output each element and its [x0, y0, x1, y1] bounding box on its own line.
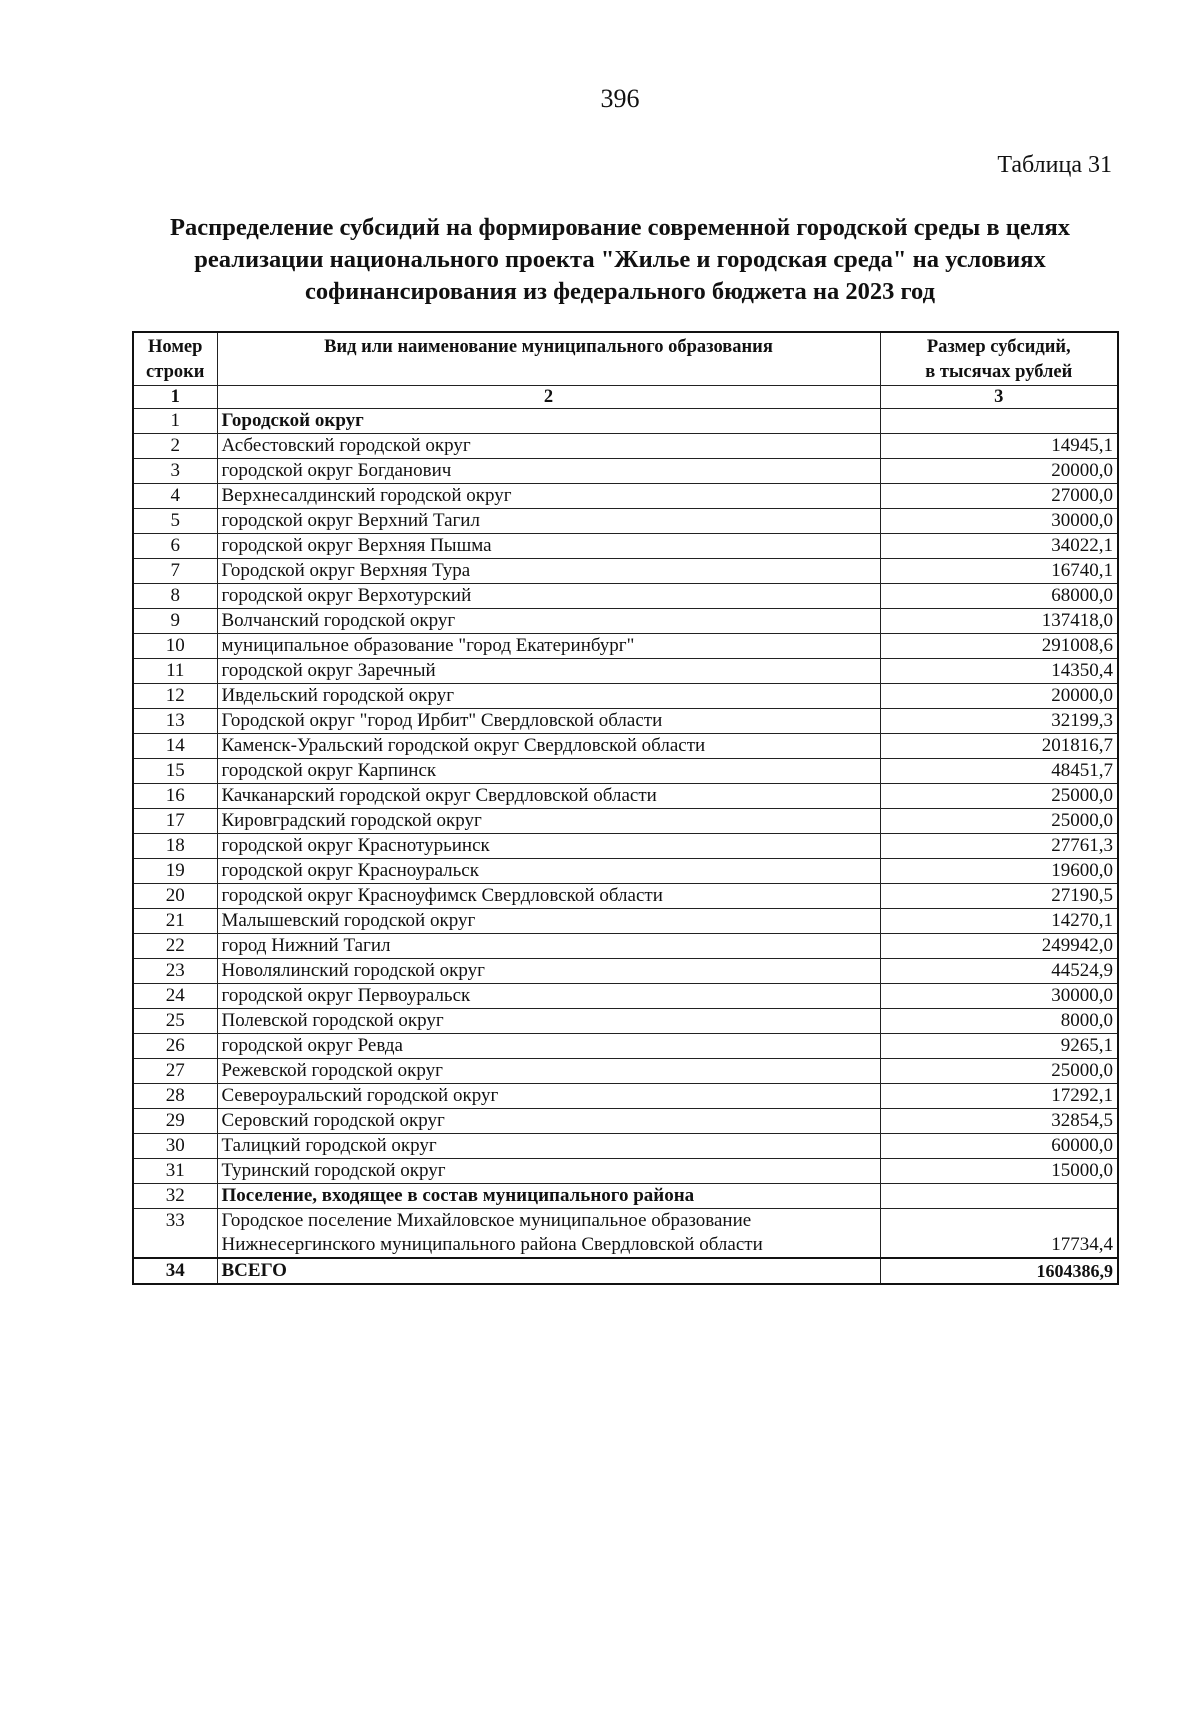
municipality-name: Серовский городской округ: [217, 1109, 880, 1134]
subsidy-amount: 32854,5: [880, 1109, 1118, 1134]
table-row: [133, 859, 1118, 884]
row-number: 1: [133, 409, 217, 434]
row-number: 3: [133, 459, 217, 484]
subsidy-amount: 25000,0: [880, 784, 1118, 809]
municipality-name: городской округ Верхотурский: [217, 584, 880, 609]
municipality-name: городской округ Ревда: [217, 1034, 880, 1059]
subsidy-amount: 30000,0: [880, 984, 1118, 1009]
subsidy-amount: 15000,0: [880, 1159, 1118, 1184]
row-number: 34: [133, 1258, 217, 1284]
row-number: 29: [133, 1109, 217, 1134]
table-row: [133, 934, 1118, 959]
subsidy-amount: 27761,3: [880, 834, 1118, 859]
municipality-name: городской округ Краснотурьинск: [217, 834, 880, 859]
municipality-name: город Нижний Тагил: [217, 934, 880, 959]
column-index: 2: [217, 386, 880, 409]
table-row: [133, 809, 1118, 834]
row-number: 17: [133, 809, 217, 834]
subsidy-amount: 14270,1: [880, 909, 1118, 934]
municipality-name: Североуральский городской округ: [217, 1084, 880, 1109]
table-row: [133, 734, 1118, 759]
municipality-name: Качканарский городской округ Свердловской области: [217, 784, 880, 809]
subsidy-amount: 249942,0: [880, 934, 1118, 959]
row-number: 30: [133, 1134, 217, 1159]
header-row-number: [133, 332, 217, 386]
section-row: [133, 409, 1118, 434]
table-row: [133, 659, 1118, 684]
row-number: 4: [133, 484, 217, 509]
table-row: [133, 984, 1118, 1009]
subsidy-amount: 17292,1: [880, 1084, 1118, 1109]
municipality-name: Городской округ "город Ирбит" Свердловской области: [217, 709, 880, 734]
subsidy-amount: 1604386,9: [880, 1258, 1118, 1284]
municipality-name-line: Городское поселение Михайловское муниципальное образование: [221, 1210, 752, 1231]
table-row: [133, 884, 1118, 909]
table-row: [133, 709, 1118, 734]
municipality-name: городской округ Первоуральск: [217, 984, 880, 1009]
subsidy-amount: 9265,1: [880, 1034, 1118, 1059]
municipality-name: Ивдельский городской округ: [217, 684, 880, 709]
subsidy-amount: [880, 1184, 1118, 1209]
subsidy-amount: 60000,0: [880, 1134, 1118, 1159]
table-row: [133, 459, 1118, 484]
table-row: [133, 1009, 1118, 1034]
municipality-name: Асбестовский городской округ: [217, 434, 880, 459]
table-row: [133, 1084, 1118, 1109]
row-number: 10: [133, 634, 217, 659]
row-number: 5: [133, 509, 217, 534]
table-row: [133, 784, 1118, 809]
row-number: 11: [133, 659, 217, 684]
municipality-name: Полевской городской округ: [217, 1009, 880, 1034]
subsidy-amount: 44524,9: [880, 959, 1118, 984]
table-row: [133, 1109, 1118, 1134]
row-number: 7: [133, 559, 217, 584]
row-number: 33: [133, 1209, 217, 1259]
table-row: [133, 759, 1118, 784]
table-row: [133, 584, 1118, 609]
row-number: 13: [133, 709, 217, 734]
row-number: 18: [133, 834, 217, 859]
subsidy-amount: 34022,1: [880, 534, 1118, 559]
municipality-name: Кировградский городской округ: [217, 809, 880, 834]
subsidy-amount: 14945,1: [880, 434, 1118, 459]
table-header-row: [133, 332, 1118, 386]
table-row: [133, 834, 1118, 859]
table-row: [133, 1209, 1118, 1259]
subsidy-amount: 27190,5: [880, 884, 1118, 909]
column-index: 3: [880, 386, 1118, 409]
municipality-name-line: Нижнесергинского муниципального района Свердловской области: [221, 1234, 763, 1255]
row-number: 6: [133, 534, 217, 559]
row-number: 16: [133, 784, 217, 809]
row-number: 24: [133, 984, 217, 1009]
row-number: 14: [133, 734, 217, 759]
title-line: реализации национального проекта "Жилье и городская среда" на условиях: [194, 246, 1046, 273]
row-number: 15: [133, 759, 217, 784]
subsidy-amount: 16740,1: [880, 559, 1118, 584]
subsidy-amount: 201816,7: [880, 734, 1118, 759]
subsidy-amount: 20000,0: [880, 684, 1118, 709]
municipality-name: ВСЕГО: [217, 1258, 880, 1284]
title-line: софинансирования из федерального бюджета на 2023 год: [305, 278, 935, 305]
municipality-name: городской округ Красноуфимск Свердловской области: [217, 884, 880, 909]
header-subsidy-amount: [880, 332, 1118, 386]
title-line: Распределение субсидий на формирование современной городской среды в целях: [169, 214, 1071, 241]
subsidy-amount: 291008,6: [880, 634, 1118, 659]
subsidy-amount: 32199,3: [880, 709, 1118, 734]
subsidy-amount: 30000,0: [880, 509, 1118, 534]
subsidy-table: [132, 331, 1119, 1285]
municipality-name: [217, 1209, 880, 1259]
municipality-name: городской округ Карпинск: [217, 759, 880, 784]
page-number: 396: [600, 84, 640, 113]
subsidy-amount: 14350,4: [880, 659, 1118, 684]
subsidy-amount: 137418,0: [880, 609, 1118, 634]
row-number: 21: [133, 909, 217, 934]
table-row: [133, 959, 1118, 984]
subsidy-amount: 19600,0: [880, 859, 1118, 884]
table-row: [133, 559, 1118, 584]
municipality-name: Поселение, входящее в состав муниципального района: [217, 1184, 880, 1209]
row-number: 8: [133, 584, 217, 609]
subsidy-amount: 25000,0: [880, 809, 1118, 834]
table-row: [133, 534, 1118, 559]
municipality-name: Малышевский городской округ: [217, 909, 880, 934]
municipality-name: Талицкий городской округ: [217, 1134, 880, 1159]
document-title: [130, 212, 1110, 308]
municipality-name: Туринский городской округ: [217, 1159, 880, 1184]
row-number: 25: [133, 1009, 217, 1034]
municipality-name: городской округ Заречный: [217, 659, 880, 684]
table-row: [133, 1059, 1118, 1084]
table-row: [133, 434, 1118, 459]
subsidy-amount: 48451,7: [880, 759, 1118, 784]
row-number: 22: [133, 934, 217, 959]
row-number: 31: [133, 1159, 217, 1184]
table-row: [133, 684, 1118, 709]
table-row: [133, 909, 1118, 934]
table-row: [133, 509, 1118, 534]
table-column-index-row: [133, 386, 1118, 409]
row-number: 20: [133, 884, 217, 909]
municipality-name: городской округ Верхний Тагил: [217, 509, 880, 534]
row-number: 12: [133, 684, 217, 709]
subsidy-amount: 17734,4: [880, 1209, 1118, 1259]
row-number: 19: [133, 859, 217, 884]
table-row: [133, 1034, 1118, 1059]
table-row: [133, 484, 1118, 509]
municipality-name: Верхнесалдинский городской округ: [217, 484, 880, 509]
row-number: 23: [133, 959, 217, 984]
municipality-name: городской округ Красноуральск: [217, 859, 880, 884]
municipality-name: Волчанский городской округ: [217, 609, 880, 634]
total-row: [133, 1258, 1118, 1284]
table-row: [133, 1134, 1118, 1159]
municipality-name: Городской округ: [217, 409, 880, 434]
subsidy-amount: 8000,0: [880, 1009, 1118, 1034]
subsidy-amount: 25000,0: [880, 1059, 1118, 1084]
row-number: 28: [133, 1084, 217, 1109]
table-caption: Таблица 31: [997, 152, 1112, 178]
table-row: [133, 1159, 1118, 1184]
subsidy-amount: [880, 409, 1118, 434]
municipality-name: городской округ Богданович: [217, 459, 880, 484]
municipality-name: муниципальное образование "город Екатеринбург": [217, 634, 880, 659]
header-subsidy-line: в тысячах рублей: [925, 362, 1073, 382]
header-row-number-line: Номер: [148, 337, 203, 357]
column-index: 1: [133, 386, 217, 409]
row-number: 2: [133, 434, 217, 459]
header-subsidy-line: Размер субсидий,: [926, 337, 1071, 357]
table-row: [133, 609, 1118, 634]
table-row: [133, 634, 1118, 659]
row-number: 32: [133, 1184, 217, 1209]
row-number: 27: [133, 1059, 217, 1084]
municipality-name: Городской округ Верхняя Тура: [217, 559, 880, 584]
municipality-name: Каменск-Уральский городской округ Свердловской области: [217, 734, 880, 759]
row-number: 9: [133, 609, 217, 634]
header-row-number-line: строки: [146, 362, 205, 382]
table-body: [133, 409, 1118, 1285]
header-municipality: Вид или наименование муниципального образования: [217, 332, 880, 386]
section-row: [133, 1184, 1118, 1209]
subsidy-amount: 68000,0: [880, 584, 1118, 609]
subsidy-amount: 27000,0: [880, 484, 1118, 509]
municipality-name: Режевской городской округ: [217, 1059, 880, 1084]
row-number: 26: [133, 1034, 217, 1059]
municipality-name: городской округ Верхняя Пышма: [217, 534, 880, 559]
municipality-name: Новолялинский городской округ: [217, 959, 880, 984]
subsidy-amount: 20000,0: [880, 459, 1118, 484]
